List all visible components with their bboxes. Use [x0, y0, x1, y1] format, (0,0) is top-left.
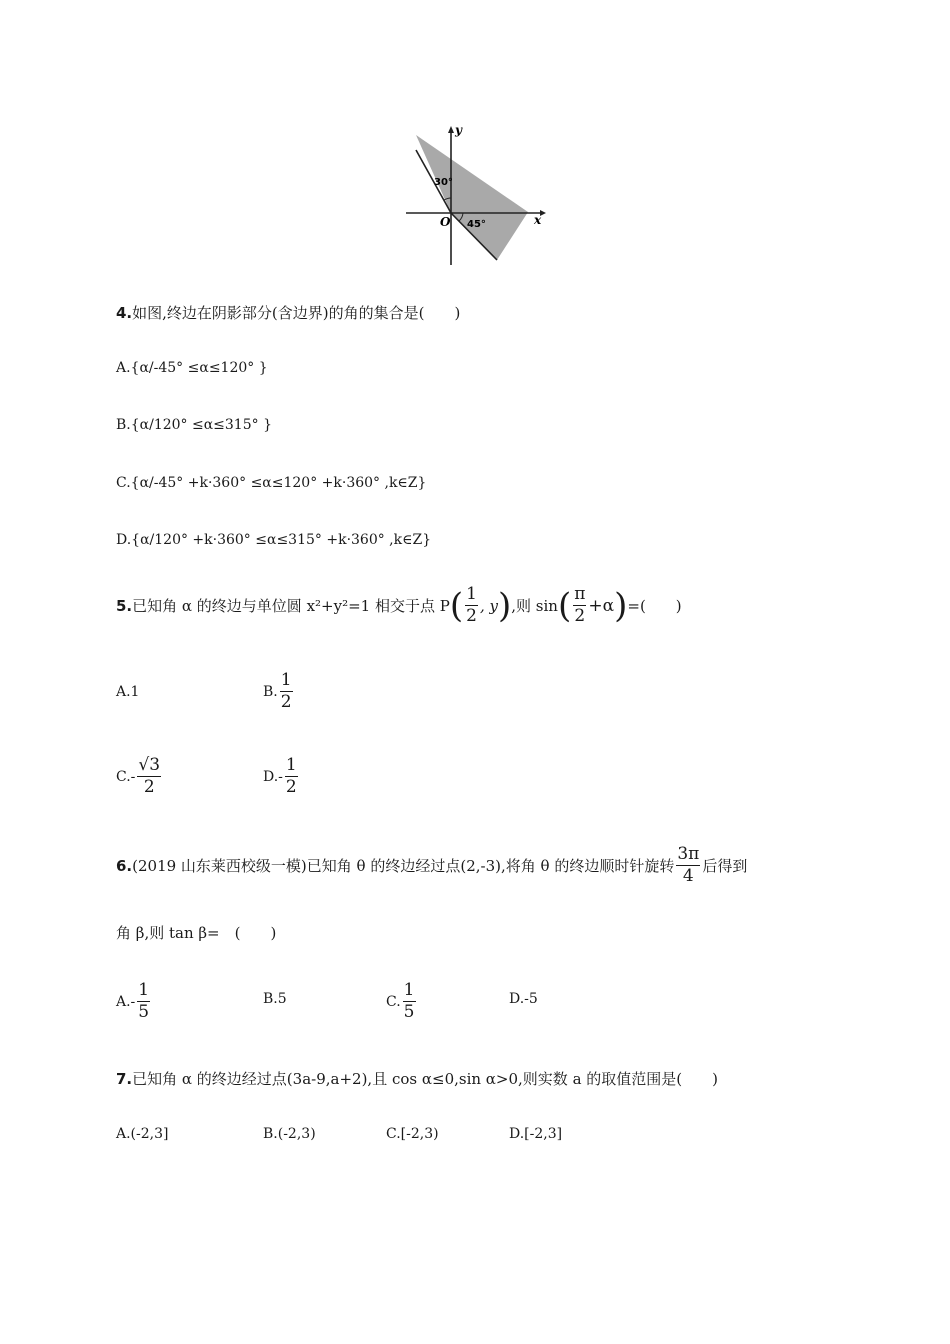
q4-option-c: C.{α/-45° +k·360° ≤α≤120° +k·360° ,k∈Z} [116, 475, 427, 491]
option-label: B. [263, 683, 278, 700]
angle-figure [400, 120, 550, 274]
question-text: 如图,终边在阴影部分(含边界)的角的集合是( ) [132, 304, 461, 322]
question-text-part1: (2019 山东莱西校级一模)已知角 θ 的终边经过点(2,-3),将角 θ 的终边顺时针旋转 [132, 857, 675, 876]
option-label: C.- [116, 768, 136, 785]
fraction-numerator: 1 [280, 670, 292, 690]
y-arrow [448, 126, 454, 133]
fraction-denominator: 2 [143, 776, 155, 797]
q4-option-a: A.{α/-45° ≤α≤120° } [116, 360, 268, 376]
question-7-stem [116, 1068, 718, 1089]
q4-option-b: B.{α/120° ≤α≤315° } [116, 417, 272, 433]
fraction-numerator: 1 [466, 584, 477, 604]
angle-diagram [400, 120, 550, 270]
angle-label-30: 30° [434, 177, 453, 188]
q5-option-d [263, 757, 300, 797]
q6-option-b: B.5 [263, 991, 287, 1007]
q6-option-a [116, 982, 152, 1022]
question-number: 5. [116, 596, 133, 615]
q5-option-c [116, 757, 163, 797]
sin-argument-fraction [573, 586, 586, 626]
fraction-denominator: 2 [280, 691, 292, 712]
q6-option-d: D.-5 [509, 991, 538, 1007]
option-fraction [280, 672, 293, 712]
option-fraction [285, 757, 298, 797]
question-5-stem [116, 586, 682, 626]
question-number: 4. [116, 304, 133, 322]
q6-option-c [386, 982, 418, 1022]
question-text: 已知角 α 的终边经过点(3a-9,a+2),且 cos α≤0,sin α>0,则实数 a 的取值范围是( ) [132, 1070, 718, 1088]
left-paren: ( [557, 585, 572, 626]
fraction-denominator: 2 [285, 776, 297, 797]
fraction-numerator: 1 [403, 980, 415, 1000]
q4-option-d: D.{α/120° +k·360° ≤α≤315° +k·360° ,k∈Z} [116, 532, 432, 548]
option-fraction [403, 982, 416, 1022]
fraction-denominator: 2 [574, 605, 586, 626]
fraction-numerator: 3π [677, 844, 700, 864]
q7-option-b: B.(-2,3) [263, 1126, 316, 1142]
question-text-part1: 已知角 α 的终边与单位圆 x²+y²=1 相交于点 P [132, 597, 450, 616]
q5-option-b [263, 672, 295, 712]
q7-option-a: A.(-2,3] [116, 1126, 169, 1142]
q5-option-a: A.1 [116, 684, 140, 700]
option-label: D.- [263, 768, 283, 785]
q7-option-d: D.[-2,3] [509, 1126, 563, 1142]
option-label: C. [386, 993, 401, 1010]
question-6-stem [116, 846, 747, 886]
x-axis-label: x [534, 213, 542, 227]
angle-label-45: 45° [467, 219, 486, 230]
option-label: A.- [116, 993, 136, 1010]
rotation-fraction [676, 846, 700, 886]
question-text-part2: ,则 sin [511, 597, 558, 616]
question-6-line2: 角 β,则 tan β= ( ) [116, 924, 277, 942]
option-fraction [137, 982, 150, 1022]
question-text-part2: 后得到 [702, 857, 748, 876]
question-number: 7. [116, 1070, 133, 1088]
sin-argument-tail: +α [588, 595, 615, 616]
fraction-denominator: 2 [466, 605, 477, 626]
question-text-part3: =( ) [627, 597, 682, 616]
fraction-denominator: 5 [138, 1001, 150, 1022]
right-paren: ) [497, 585, 512, 626]
point-x-fraction [465, 586, 478, 626]
shaded-region [416, 135, 528, 260]
right-paren: ) [614, 585, 628, 626]
fraction-denominator: 4 [682, 865, 694, 886]
q7-option-c: C.[-2,3) [386, 1126, 439, 1142]
question-number: 6. [116, 856, 133, 875]
fraction-numerator: 1 [138, 980, 150, 1000]
option-fraction [137, 757, 161, 797]
point-y: , y [479, 596, 498, 615]
left-paren: ( [449, 585, 464, 626]
fraction-denominator: 5 [403, 1001, 415, 1022]
origin-label: O [440, 215, 451, 229]
fraction-numerator: π [574, 584, 586, 604]
fraction-numerator: √3 [138, 755, 161, 775]
fraction-numerator: 1 [285, 755, 297, 775]
question-4-stem [116, 302, 460, 323]
y-axis-label: y [455, 123, 462, 137]
